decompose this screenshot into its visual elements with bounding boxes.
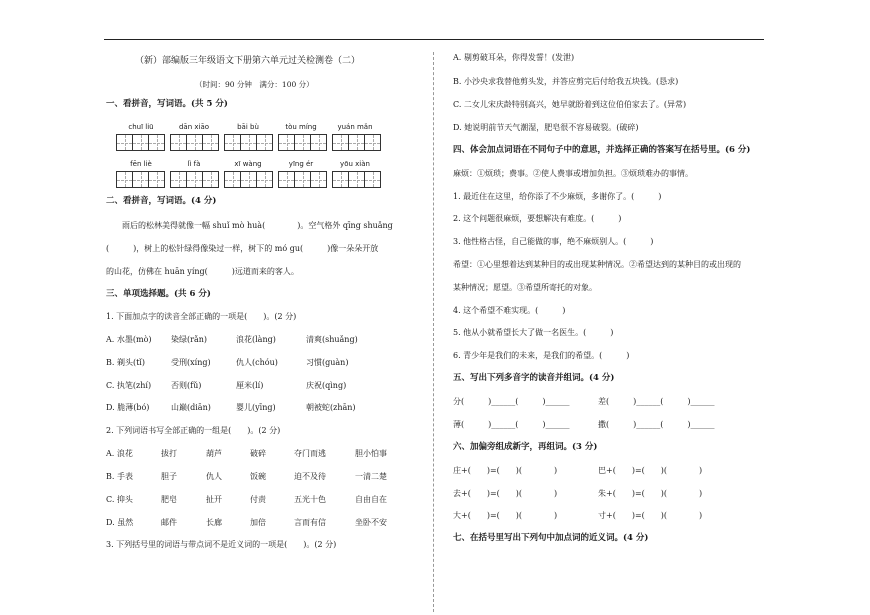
q6-item: 大+( )=( )( ) — [453, 511, 558, 520]
option-item: A. 浪花 — [106, 449, 133, 458]
option-item: 饭碗 — [250, 472, 266, 481]
pinyin-label: chuī liū — [128, 123, 154, 131]
writing-boxes[interactable] — [170, 134, 219, 151]
q4-item: 2. 这个问题很麻烦，要想解决有难度。( ) — [453, 214, 622, 223]
pinyin-label: bāi bù — [237, 123, 259, 131]
pinyin-label: yōu xiàn — [340, 160, 370, 168]
q6-item: 朱+( )=( )( ) — [598, 489, 703, 498]
xiwang-definition: 希望：①心里想着达到某种目的或出现某种情况。②希望达到的某种目的或出现的 — [453, 260, 741, 269]
q6-item: 寸+( )=( )( ) — [598, 511, 703, 520]
option-item: 扯开 — [206, 495, 222, 504]
q2-line: ( )，树上的松针绿得像染过一样，树下的 mó gu( )像一朵朵开放 — [106, 244, 379, 253]
option-item: 庆祝(qìng) — [306, 381, 347, 390]
q3-sub1: 1. 下面加点字的读音全部正确的一项是( )。(2 分) — [106, 312, 297, 321]
writing-boxes[interactable] — [170, 171, 219, 188]
column-divider — [433, 52, 434, 612]
option-item: 加倍 — [250, 518, 266, 527]
option-line: B. 小沙央求我替他剪头发，并答应剪完后付给我五块钱。(恳求) — [453, 77, 679, 86]
q3-sub2: 2. 下列词语书写全部正确的一组是( )。(2 分) — [106, 426, 281, 435]
option-item: 朝被蛇(zhān) — [306, 403, 356, 412]
option-line: D. 她说明前节天气潮湿，肥皂很不容易破裂。(破碎) — [453, 123, 639, 132]
option-item: 受刑(xíng) — [171, 358, 211, 367]
q5-item: 薄( )______( )______ — [453, 420, 570, 429]
option-item: 坐卧不安 — [355, 518, 387, 527]
top-rule — [104, 39, 764, 40]
option-item: 胆子 — [161, 472, 177, 481]
pinyin-label: tòu míng — [285, 123, 317, 131]
q4-item: 6. 青少年是我们的未来，是我们的希望。( ) — [453, 351, 630, 360]
q4-heading: 四、体会加点词语在不同句子中的意思，并选择正确的答案写在括号里。(6 分) — [453, 145, 751, 155]
writing-boxes[interactable] — [278, 171, 327, 188]
pinyin-label: dān xiāo — [178, 123, 210, 131]
option-item: 葫芦 — [206, 449, 222, 458]
q6-item: 去+( )=( )( ) — [453, 489, 558, 498]
writing-boxes[interactable] — [116, 134, 165, 151]
q4-item: 5. 他从小就希望长大了做一名医生。( ) — [453, 328, 614, 337]
option-item: 自由自在 — [355, 495, 387, 504]
q3-heading: 三、单项选择题。(共 6 分) — [106, 289, 211, 299]
option-item: 破碎 — [250, 449, 266, 458]
option-item: 夺门而逃 — [294, 449, 326, 458]
q5-item: 分( )______( )______ — [453, 397, 570, 406]
option-item: 否则(fǔ) — [171, 381, 202, 390]
option-item: 一清二楚 — [355, 472, 387, 481]
writing-boxes[interactable] — [224, 171, 273, 188]
writing-boxes[interactable] — [332, 134, 381, 151]
q5-item: 差( )______( )______ — [598, 397, 715, 406]
option-item: 仇人(chóu) — [236, 358, 278, 367]
option-item: 邮件 — [161, 518, 177, 527]
exam-title: （新）部编版三年级语文下册第六单元过关检测卷（二） — [135, 56, 361, 66]
option-item: 五光十色 — [294, 495, 326, 504]
pinyin-label: yuán mǎn — [337, 123, 373, 131]
option-item: 厘米(lí) — [236, 381, 264, 390]
option-item: 清爽(shuǎng) — [306, 335, 358, 344]
pinyin-label: yīng ér — [288, 160, 314, 168]
option-item: 付责 — [250, 495, 266, 504]
option-item: C. 执笔(zhí) — [106, 381, 152, 390]
q6-heading: 六、加偏旁组成新字，再组词。(3 分) — [453, 442, 598, 452]
option-item: D. 脆薄(bó) — [106, 403, 150, 412]
option-item: 长廊 — [206, 518, 222, 527]
pinyin-label: xī wàng — [234, 160, 262, 168]
option-item: 胆小怕事 — [355, 449, 387, 458]
option-item: 言而有信 — [294, 518, 326, 527]
q7-heading: 七、在括号里写出下列句中加点词的近义词。(4 分) — [453, 533, 649, 543]
option-item: 拔打 — [161, 449, 177, 458]
mafan-definition: 麻烦：①烦琐；费事。②使人费事或增加负担。③烦琐难办的事情。 — [453, 169, 693, 178]
q4-item: 1. 最近住在这里，给你添了不少麻烦，多谢你了。( ) — [453, 192, 662, 201]
q5-heading: 五、写出下列多音字的读音并组词。(4 分) — [453, 373, 615, 383]
option-item: 山巅(diān) — [171, 403, 211, 412]
writing-boxes[interactable] — [332, 171, 381, 188]
option-item: C. 抑头 — [106, 495, 133, 504]
option-item: B. 手表 — [106, 472, 133, 481]
option-item: 肥皂 — [161, 495, 177, 504]
option-item: 浪花(làng) — [236, 335, 276, 344]
pinyin-label: fēn liè — [130, 160, 152, 168]
q6-item: 庄+( )=( )( ) — [453, 466, 558, 475]
option-item: 染绿(rǎn) — [171, 335, 207, 344]
q4-item: 3. 他性格古怪，自己能做的事，绝不麻烦别人。( ) — [453, 237, 654, 246]
q2-heading: 二、看拼音，写词语。(4 分) — [106, 196, 217, 206]
writing-boxes[interactable] — [116, 171, 165, 188]
q6-item: 巴+( )=( )( ) — [598, 466, 703, 475]
option-item: 婴儿(yīng) — [236, 403, 276, 412]
option-item: 习惯(guàn) — [306, 358, 349, 367]
writing-boxes[interactable] — [224, 134, 273, 151]
q1-heading: 一、看拼音，写词语。(共 5 分) — [106, 99, 228, 109]
q2-line: 雨后的松林美得就像一幅 shuǐ mò huà( )。空气格外 qīng shuǎng — [122, 221, 393, 230]
q3-sub3: 3. 下列括号里的词语与带点词不是近义词的一项是( )。(2 分) — [106, 540, 337, 549]
q5-item: 撒( )______( )______ — [598, 420, 715, 429]
option-item: 迫不及待 — [294, 472, 326, 481]
q4-item: 4. 这个希望不难实现。( ) — [453, 306, 566, 315]
writing-boxes[interactable] — [278, 134, 327, 151]
option-item: D. 虽然 — [106, 518, 134, 527]
option-line: C. 二女儿宋庆龄特别高兴，她早就盼着到这位伯伯家去了。(异常) — [453, 100, 687, 109]
exam-subtitle: （时间：90 分钟 满分：100 分） — [195, 80, 314, 89]
q2-line: 的山花，仿佛在 huān yíng( )远道而来的客人。 — [106, 267, 299, 276]
option-item: B. 剃头(tǐ) — [106, 358, 145, 367]
xiwang-definition: 某种情况；愿望。③希望所寄托的对象。 — [453, 283, 597, 292]
pinyin-label: lì fà — [187, 160, 201, 168]
option-line: A. 剔剪破耳朵，你得发誓！(发泄) — [453, 53, 575, 62]
option-item: 仇人 — [206, 472, 222, 481]
option-item: A. 水墨(mò) — [106, 335, 152, 344]
